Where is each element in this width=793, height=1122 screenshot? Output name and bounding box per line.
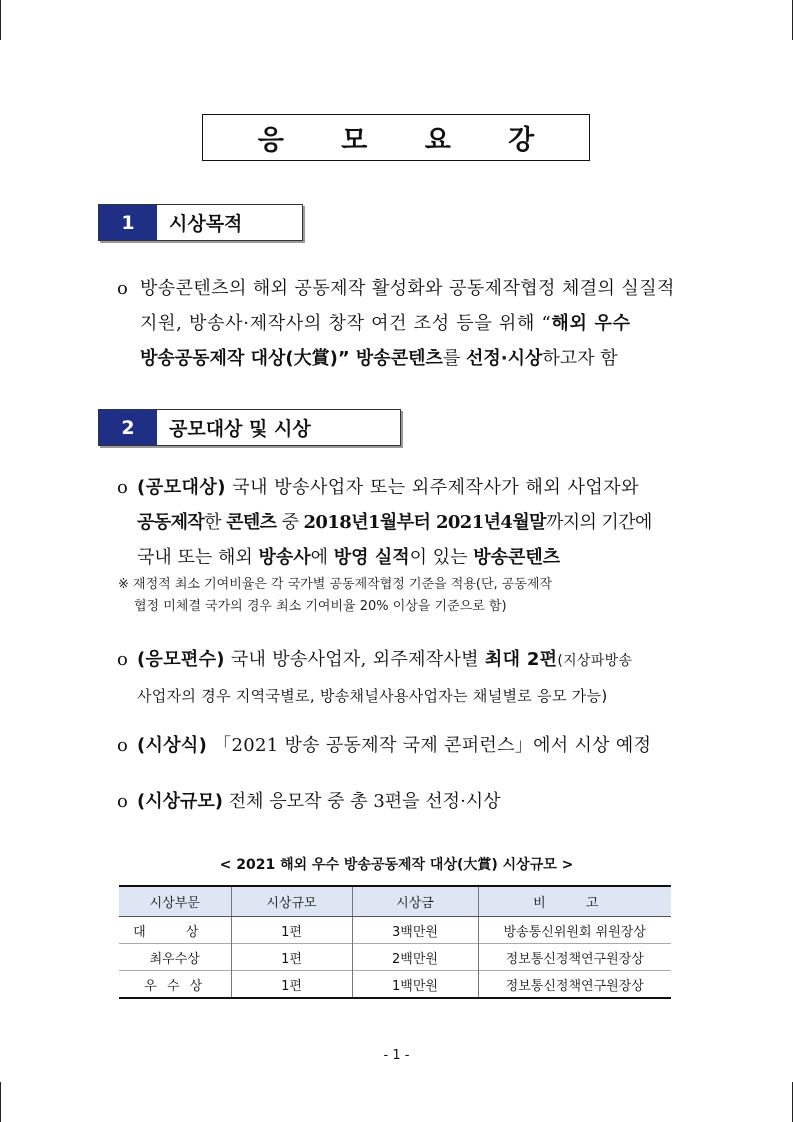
bullet-marker: o	[117, 649, 128, 670]
purpose-line-1: 방송콘텐츠의 해외 공동제작 활성화와 공동제작협정 체결의 실질적	[140, 278, 675, 299]
ceremony-text: 「2021 방송 공동제작 국제 콘퍼런스」에서 시상 예정	[207, 735, 652, 756]
bullet-marker: o	[117, 735, 128, 756]
section-header-2	[98, 409, 401, 446]
purpose-paragraph	[140, 271, 700, 376]
count-text: (지상파방송	[557, 653, 633, 669]
target-label: (공모대상)	[137, 477, 227, 498]
bullet-marker: o	[117, 791, 128, 812]
purpose-text: 지원, 방송사·제작사의 창작 여건 조성 등을 위해 “	[140, 313, 552, 334]
bullet-marker: o	[117, 477, 128, 498]
ceremony-paragraph	[137, 728, 651, 763]
table-cell: 1편	[231, 971, 352, 999]
column-header: 시상금	[352, 886, 478, 917]
table-cell: 정보통신정책연구원장상	[478, 971, 671, 999]
section-label: 시상목적	[169, 213, 243, 235]
count-line-1	[137, 642, 707, 679]
section-number: 1	[99, 205, 157, 240]
purpose-emphasis: 선정·시상	[465, 348, 543, 369]
table-cell: 우 수 상	[119, 971, 231, 999]
target-text: 국내 또는 해외	[137, 547, 259, 568]
count-paragraph	[137, 642, 707, 714]
column-header: 시상규모	[231, 886, 352, 917]
target-emphasis: 방송콘텐츠	[473, 547, 561, 568]
target-emphasis: 공동제작	[137, 512, 205, 533]
target-emphasis: 방영 실적	[333, 547, 410, 568]
purpose-text: 하고자 함	[542, 348, 618, 369]
target-emphasis: 2018년1월부터 2021년4월말	[303, 512, 546, 533]
count-label: (응모편수)	[137, 649, 225, 670]
target-line-3	[137, 540, 707, 575]
note-line-2: 협정 미체결 국가의 경우 최소 기여비율 20% 이상을 기준으로 함)	[134, 599, 507, 614]
table-header-row	[119, 886, 671, 917]
purpose-emphasis: 해외 우수	[551, 313, 631, 334]
target-text: 중	[276, 512, 304, 533]
table-cell: 1백만원	[352, 971, 478, 999]
table-cell: 방송통신위원회 위원장상	[478, 917, 671, 944]
count-line-2: 사업자의 경우 지역국별로, 방송채널사용사업자는 채널별로 응모 가능)	[137, 687, 608, 705]
section-number: 2	[99, 410, 157, 445]
note-line-1: ※ 재정적 최소 기여비율은 각 국가별 공동제작협정 기준을 적용(단, 공동제작	[118, 577, 553, 592]
count-emphasis: 최대 2편	[484, 649, 558, 670]
target-text: 까지의 기간에	[545, 512, 652, 533]
target-emphasis: 콘텐츠	[226, 512, 277, 533]
target-text: 에	[310, 547, 334, 568]
purpose-line-2	[140, 306, 700, 341]
column-header: 시상부문	[119, 886, 231, 917]
table-row	[119, 971, 671, 999]
ceremony-label: (시상식)	[137, 735, 208, 756]
crop-mark-bottom-left	[0, 1082, 1, 1122]
table-cell: 최우수상	[119, 944, 231, 971]
purpose-line-3	[140, 341, 700, 376]
purpose-text: 를	[442, 348, 466, 369]
scale-paragraph	[137, 784, 501, 819]
table-cell: 3백만원	[352, 917, 478, 944]
target-text: 국내 방송사업자 또는 외주제작사가 해외 사업자와	[226, 477, 639, 498]
scale-text: 전체 응모작 중 총 3편을 선정·시상	[223, 791, 501, 812]
section-header-1	[98, 204, 303, 241]
document-title: 응 모 요 강	[202, 114, 590, 161]
table-cell: 1편	[231, 917, 352, 944]
target-line-1	[137, 470, 707, 505]
crop-mark-top-left	[0, 0, 1, 40]
table-caption: < 2021 해외 우수 방송공동제작 대상(大賞) 시상규모 >	[219, 857, 574, 873]
award-table	[119, 885, 671, 999]
contribution-note	[118, 574, 708, 618]
table-row	[119, 917, 671, 944]
page-number: - 1 -	[383, 1048, 410, 1063]
purpose-emphasis: 방송공동제작 대상(大賞)” 방송콘텐츠	[140, 348, 443, 369]
bullet-marker: o	[117, 278, 128, 299]
table-row	[119, 944, 671, 971]
target-text: 이 있는	[409, 547, 474, 568]
table-cell: 정보통신정책연구원장상	[478, 944, 671, 971]
section-label: 공모대상 및 시상	[169, 418, 311, 440]
column-header: 비 고	[478, 886, 671, 917]
table-cell: 1편	[231, 944, 352, 971]
table-cell: 대 상	[119, 917, 231, 944]
target-emphasis: 방송사	[258, 547, 311, 568]
target-paragraph	[137, 470, 707, 575]
scale-label: (시상규모)	[137, 791, 224, 812]
target-line-2	[137, 505, 707, 540]
target-text: 한	[204, 512, 227, 533]
count-text: 국내 방송사업자, 외주제작사별	[224, 649, 485, 670]
table-cell: 2백만원	[352, 944, 478, 971]
